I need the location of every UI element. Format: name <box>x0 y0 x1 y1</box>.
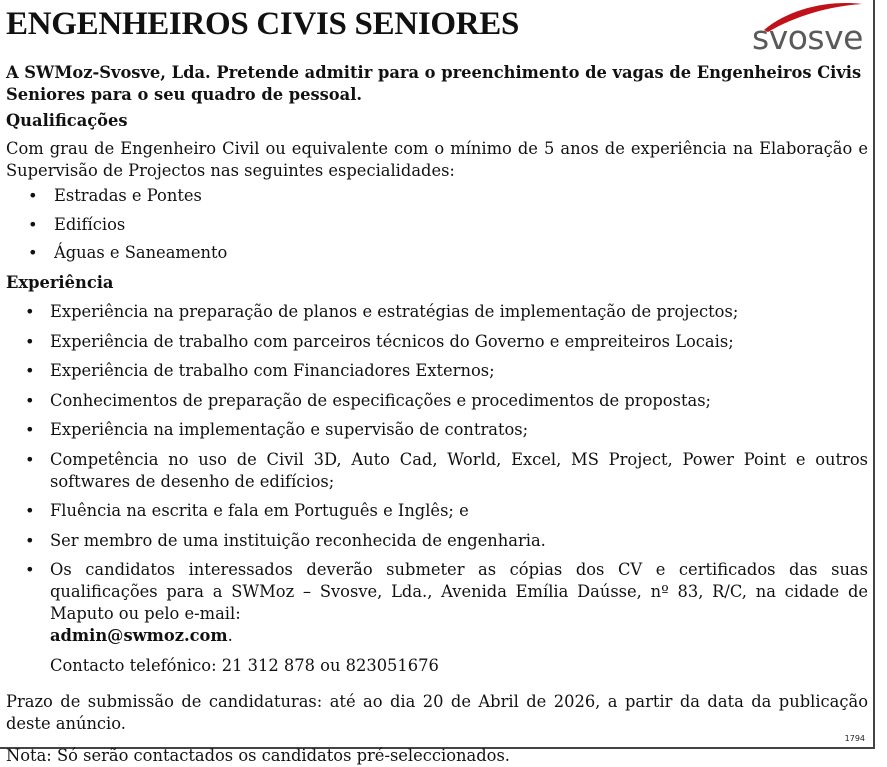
list-item: • Ser membro de uma instituição reconhecida de engenharia. <box>6 530 868 552</box>
list-item: • Experiência de trabalho com Financiadores Externos; <box>6 360 868 382</box>
qualifications-heading: Qualificações <box>6 111 128 130</box>
list-item: • Competência no uso de Civil 3D, Auto Cad, World, Excel, MS Project, Power Point e outros softwares de desenho de edifícios; <box>6 449 868 493</box>
intro-text: A SWMoz-Svosve, Lda. Pretende admitir para o preenchimento de vagas de Engenheiros Civis Seniores para o seu quadro de pessoal. <box>6 63 862 104</box>
experience-heading: Experiência <box>6 272 114 292</box>
page-title: ENGENHEIROS CIVIS SENIORES <box>6 6 520 42</box>
list-item: • Experiência na preparação de planos e estratégias de implementação de projectos; <box>6 301 868 323</box>
list-item: • Conhecimentos de preparação de especificações e procedimentos de propostas; <box>6 390 868 412</box>
list-item: • Experiência de trabalho com parceiros técnicos do Governo e empreiteiros Locais; <box>6 331 868 353</box>
email-suffix: . <box>227 626 233 645</box>
list-item: • Fluência na escrita e fala em Português e Inglês; e <box>6 500 868 522</box>
list-item: • Águas e Saneamento <box>6 239 868 268</box>
specialties-list <box>6 182 868 268</box>
experience-list <box>6 301 868 647</box>
logo-text: svosve <box>752 18 863 57</box>
qualifications-text: Com grau de Engenheiro Civil ou equivalente com o mínimo de 5 anos de experiência na Elaboração e Supervisão de Projectos nas seguintes especialidades: <box>6 139 868 180</box>
svosve-logo <box>750 0 866 60</box>
contact-email-link[interactable]: admin@swmoz.com <box>50 626 228 645</box>
submission-text: Os candidatos interessados deverão submeter as cópias dos CV e certificados das suas qualificações para a SWMoz – Svosve, Lda., Avenida Emília Daússe, nº 83, R/C, na cidade de Maputo ou pelo e-mail: <box>50 560 868 623</box>
note-text: Nota: Só serão contactados os candidatos pré-seleccionados. <box>6 746 510 765</box>
deadline-text: Prazo de submissão de candidaturas: até ao dia 20 de Abril de 2026, a partir da data da publicação deste anúncio. <box>6 692 868 733</box>
list-item: • Experiência na implementação e supervisão de contratos; <box>6 419 868 441</box>
ad-body <box>6 62 868 767</box>
list-item: • Edifícios <box>6 211 868 240</box>
ad-code: 1794 <box>844 734 865 743</box>
contact-phone: Contacto telefónico: 21 312 878 ou 823051676 <box>50 656 439 675</box>
list-item: • Estradas e Pontes <box>6 182 868 211</box>
submission-item <box>6 559 868 647</box>
